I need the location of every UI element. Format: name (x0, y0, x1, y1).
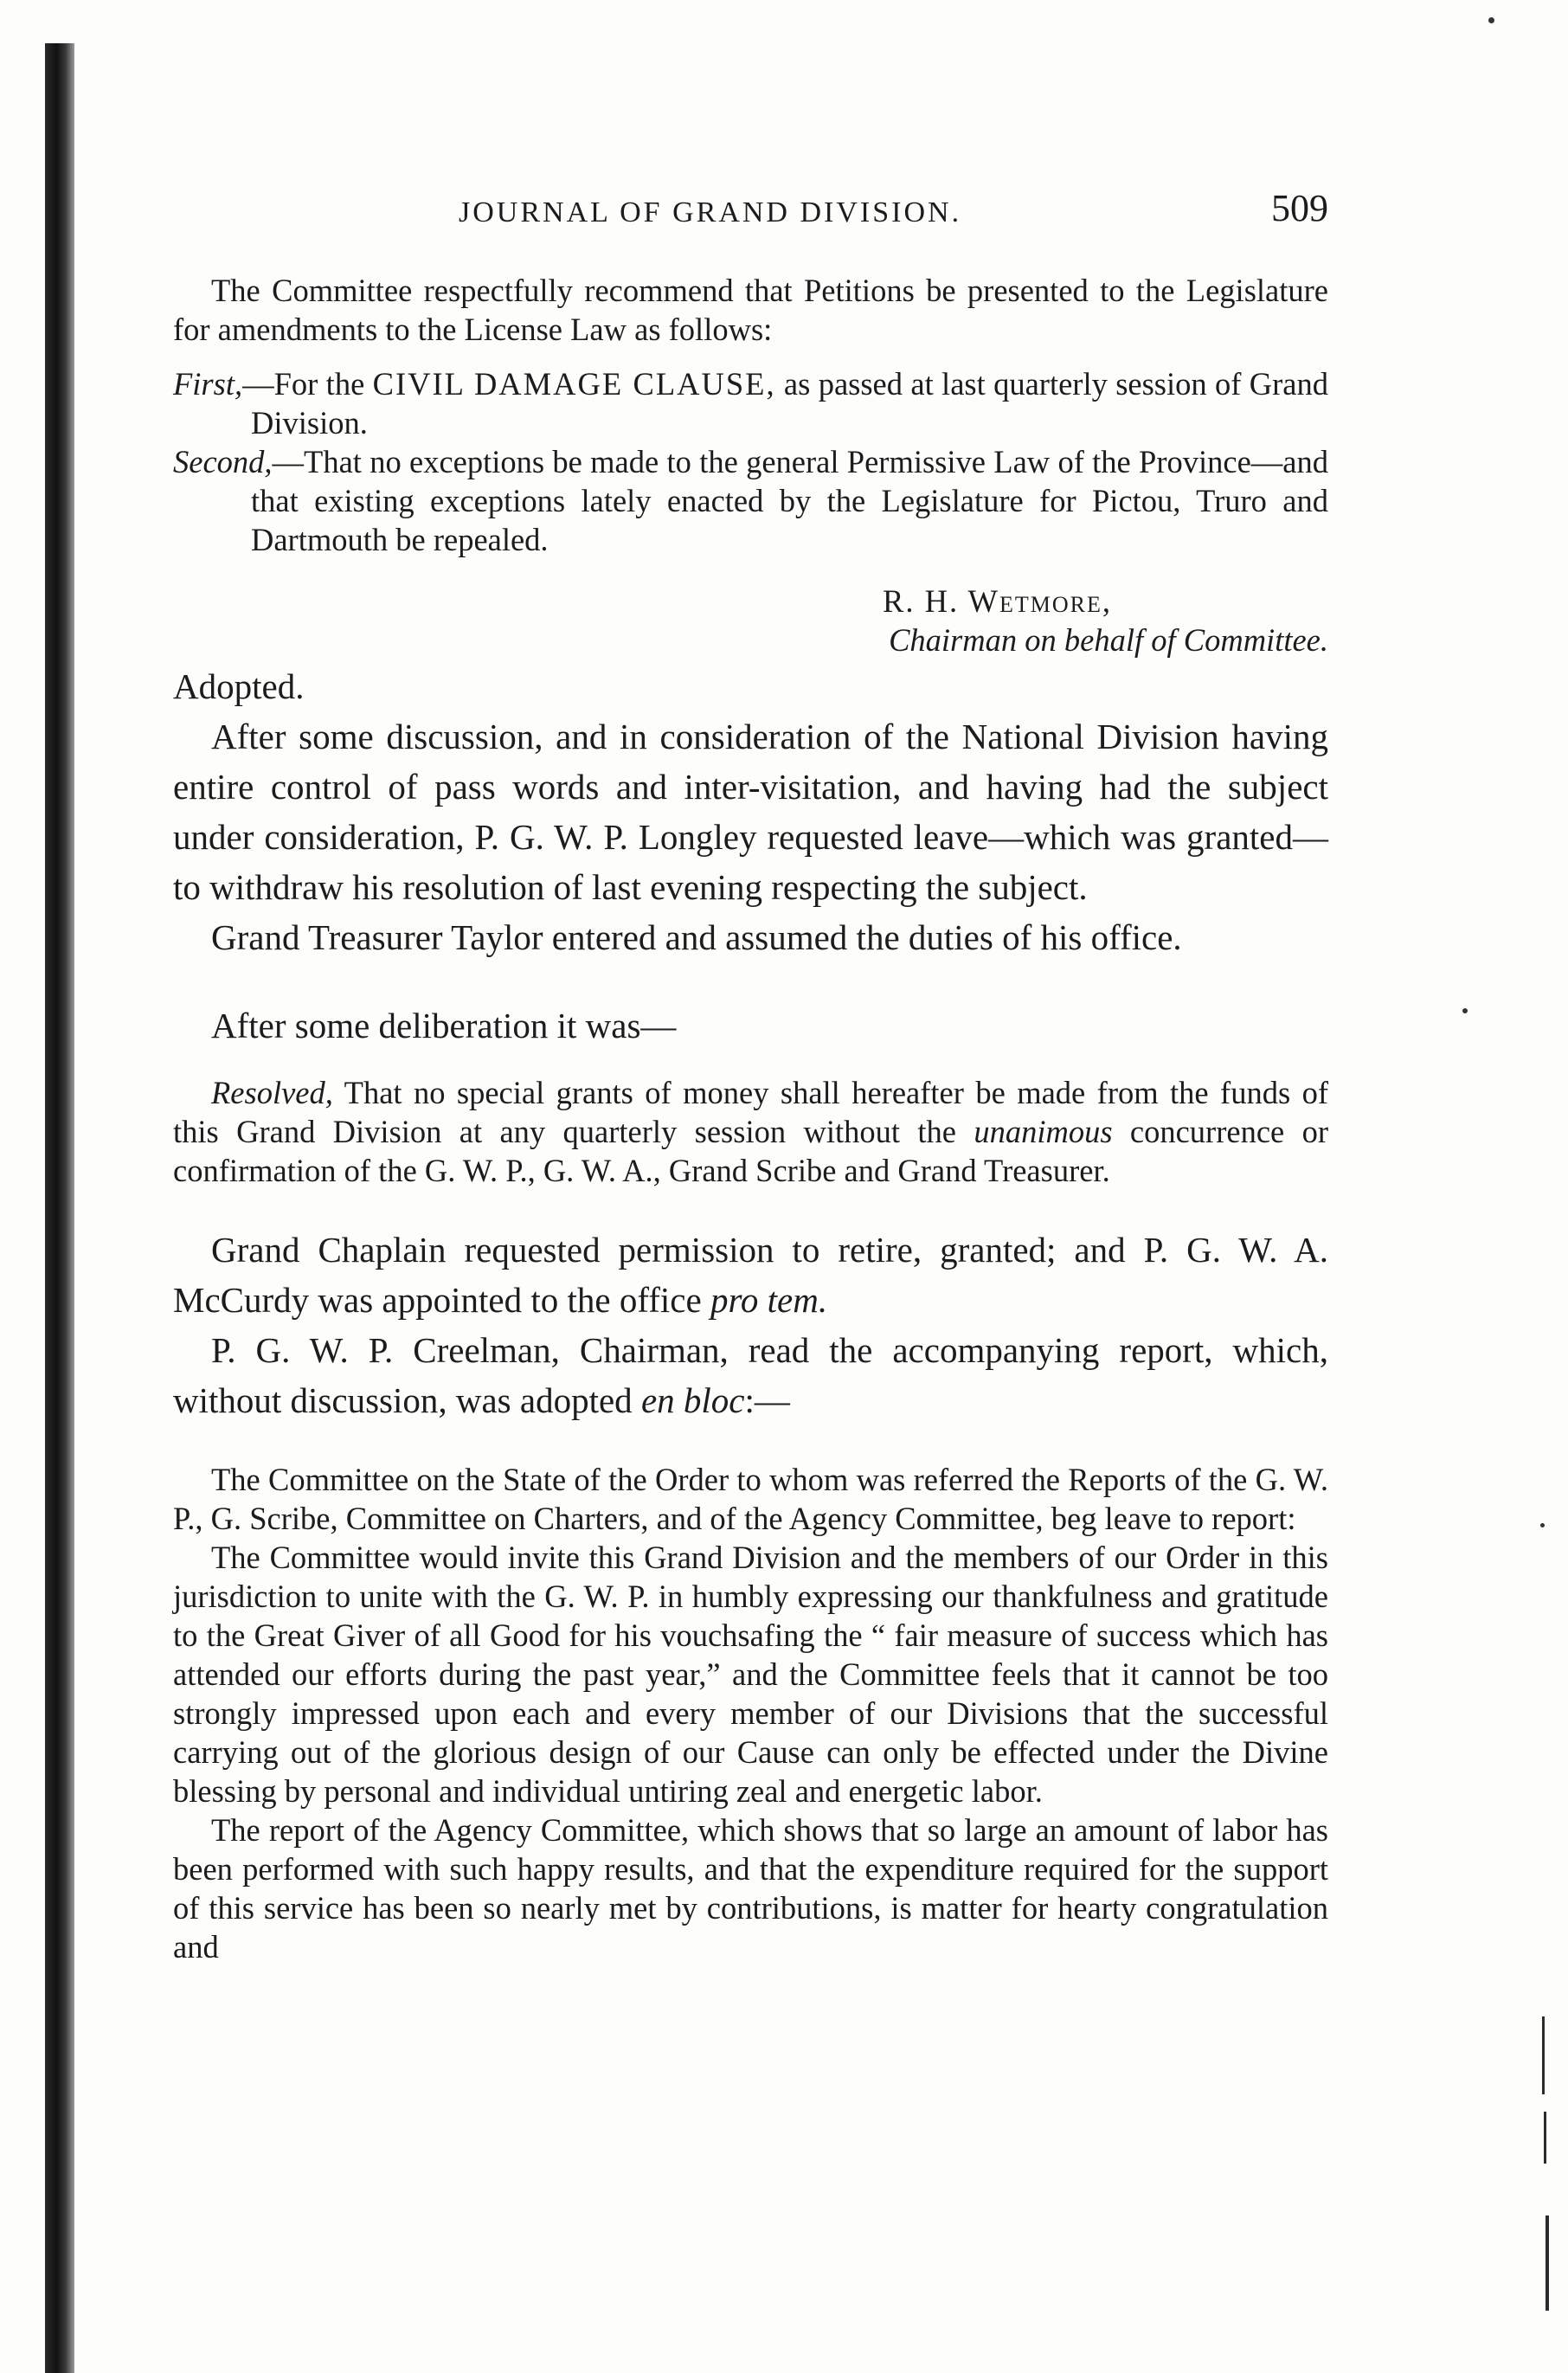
page-edge-mark (1546, 2215, 1549, 2311)
unanimous-emphasis: unanimous (974, 1114, 1113, 1149)
first-pre: —For the (242, 366, 373, 402)
para-deliberation: After some deliberation it was— (211, 1006, 677, 1045)
page-number: 509 (1271, 187, 1328, 229)
first-post: as passed at last quarterly session of Grand Division. (251, 366, 1328, 441)
second-label: Second, (173, 444, 273, 479)
adopted-line: Adopted. (173, 666, 305, 706)
recommendation-second (173, 442, 1328, 559)
first-label: First, (173, 366, 243, 402)
para-chaplain: Grand Chaplain requested permission to retire, granted; and P. G. W. A. McCurdy was appointed to the office pro tem. (173, 1230, 1328, 1320)
para-discussion: After some discussion, and in consideration of the National Division having entire control of pass words and inter-visitation, and having had the subject under consideration, P. G. W. P. Longley requested leave—which was granted—to withdraw his resolution of last evening respecting the subject. (173, 717, 1328, 907)
page-speck (1540, 1523, 1545, 1527)
page-speck (1462, 1008, 1468, 1013)
page-speck (1488, 17, 1494, 23)
report-para-2: The Committee would invite this Grand Division and the members of our Order in this jurisdiction to unite with the G. W. P. in humbly expressing our thankfulness and gratitude to the Great Giver of all Good for his vouchsafing the “ fair measure of success which has attended our efforts during the past year,” and the Committee feels that it cannot be too strongly impressed upon each and every member of our Divisions that the successful carrying out of the glorious design of our Cause can only be effected under the Divine blessing by personal and individual untiring zeal and energetic labor. (173, 1540, 1328, 1809)
recommendation-first (173, 364, 1328, 442)
running-header (173, 186, 1328, 247)
report-para-1: The Committee on the State of the Order to whom was referred the Reports of the G. W. P., G. Scribe, Committee on Charters, and of the Agency Committee, beg leave to report: (173, 1462, 1328, 1536)
para-creelman: P. G. W. P. Creelman, Chairman, read the accompanying report, which, without discussion, was adopted en bloc:— (173, 1330, 1328, 1420)
running-title: JOURNAL OF GRAND DIVISION. (459, 196, 962, 228)
report-para-3: The report of the Agency Committee, which shows that so large an amount of labor has been performed with such happy results, and that the expenditure required for the support of this service has been so nearly met by contributions, is matter for hearty congratulation and (173, 1812, 1328, 1965)
resolved-label: Resolved, (211, 1075, 333, 1110)
resolution: Resolved, That no special grants of money shall hereafter be made from the funds of this Grand Division at any quarterly session without the unanimous concurrence or confirmation of the G. W. P., G. W. A., Grand Scribe and Grand Treasurer. (173, 1075, 1328, 1188)
para-treasurer: Grand Treasurer Taylor entered and assumed the duties of his office. (211, 917, 1182, 957)
second-text: —That no exceptions be made to the general Permissive Law of the Province—and that existing exceptions lately enacted by the Legislature for Pictou, Truro and Dartmouth be repealed. (251, 444, 1328, 557)
recommendation-intro: The Committee respectfully recommend that Petitions be presented to the Legislature for amendments to the License Law as follows: (173, 273, 1328, 347)
committee-recommendation (173, 271, 1328, 659)
page-edge-mark (1544, 2112, 1546, 2164)
page-content (173, 186, 1328, 1966)
civil-damage-clause: CIVIL DAMAGE CLAUSE, (372, 366, 776, 402)
signature-role: Chairman on behalf of Committee. (889, 622, 1328, 658)
state-of-order-report (173, 1460, 1328, 1966)
signature-name: R. H. Wetmore, (882, 583, 1112, 619)
page-edge-mark (1542, 2016, 1545, 2094)
book-binding-shadow (45, 43, 74, 2373)
